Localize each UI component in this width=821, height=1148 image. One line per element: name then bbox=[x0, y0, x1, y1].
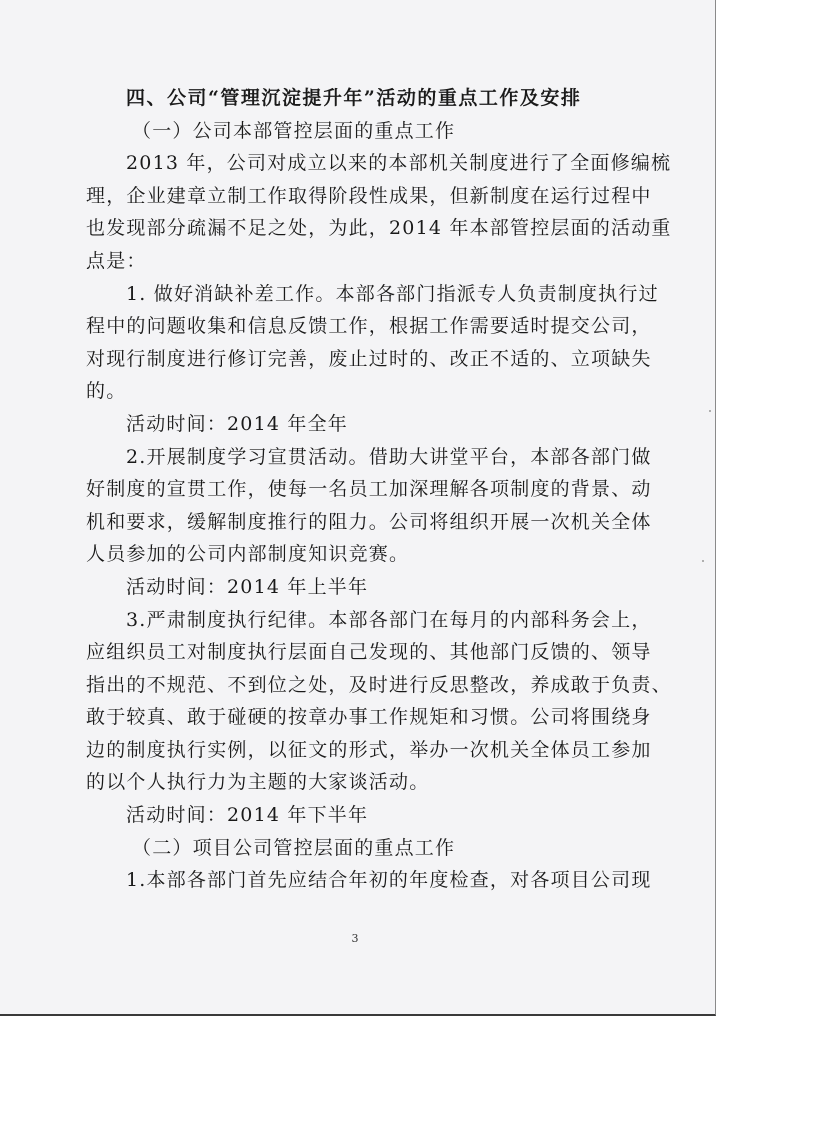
paragraph-line: 好制度的宣贯工作，使每一名员工加深理解各项制度的背景、动 bbox=[86, 478, 652, 501]
paragraph-line: 的以个人执行力为主题的大家谈活动。 bbox=[86, 771, 430, 794]
activity-time-3: 活动时间：2014 年下半年 bbox=[126, 804, 369, 827]
item-2-paragraph bbox=[86, 441, 652, 571]
paragraph-line: 应组织员工对制度执行层面自己发现的、其他部门反馈的、领导 bbox=[86, 641, 652, 664]
item-3-paragraph bbox=[86, 604, 672, 800]
paragraph-line: 1. 做好消缺补差工作。本部各部门指派专人负责制度执行过 bbox=[126, 282, 659, 305]
item-1-paragraph bbox=[86, 278, 659, 408]
paragraph-line: 1.本部各部门首先应结合年初的年度检查，对各项目公司现 bbox=[126, 869, 652, 892]
subsection-title-2: （二）项目公司管控层面的重点工作 bbox=[132, 836, 456, 859]
intro-paragraph bbox=[86, 147, 672, 277]
paragraph-line: 也发现部分疏漏不足之处，为此，2014 年本部管控层面的活动重 bbox=[86, 217, 672, 240]
paragraph-line: 机和要求，缓解制度推行的阻力。公司将组织开展一次机关全体 bbox=[86, 510, 652, 533]
paragraph-line: 对现行制度进行修订完善，废止过时的、改正不适的、立项缺失 bbox=[86, 347, 652, 370]
activity-time-2: 活动时间：2014 年上半年 bbox=[126, 575, 369, 598]
paragraph-line: 指出的不规范、不到位之处，及时进行反思整改，养成敢于负责、 bbox=[86, 673, 672, 696]
subsection-title-1: （一）公司本部管控层面的重点工作 bbox=[132, 119, 456, 142]
scan-speck bbox=[702, 560, 704, 562]
scan-speck bbox=[709, 410, 711, 412]
document-body bbox=[86, 82, 672, 897]
activity-time-1: 活动时间：2014 年全年 bbox=[126, 412, 348, 435]
paragraph-line: 3.严肃制度执行纪律。本部各部门在每月的内部科务会上， bbox=[126, 608, 652, 631]
paragraph-line: 的。 bbox=[86, 380, 127, 403]
paragraph-line: 点是： bbox=[86, 249, 147, 272]
paragraph-line: 人员参加的公司内部制度知识竞赛。 bbox=[86, 543, 410, 566]
paragraph-line: 敢于较真、敢于碰硬的按章办事工作规矩和习惯。公司将围绕身 bbox=[86, 706, 652, 729]
paragraph-line: 2013 年，公司对成立以来的本部机关制度进行了全面修编梳 bbox=[126, 152, 672, 175]
page-number: 3 bbox=[351, 932, 359, 945]
paragraph-line: 理，企业建章立制工作取得阶段性成果，但新制度在运行过程中 bbox=[86, 184, 652, 207]
section-heading: 四、公司“管理沉淀提升年”活动的重点工作及安排 bbox=[126, 87, 582, 109]
paragraph-line: 边的制度执行实例，以征文的形式，举办一次机关全体员工参加 bbox=[86, 738, 652, 761]
paragraph-line: 2.开展制度学习宣贯活动。借助大讲堂平台，本部各部门做 bbox=[126, 445, 652, 468]
paragraph-line: 程中的问题收集和信息反馈工作，根据工作需要适时提交公司， bbox=[86, 315, 652, 338]
